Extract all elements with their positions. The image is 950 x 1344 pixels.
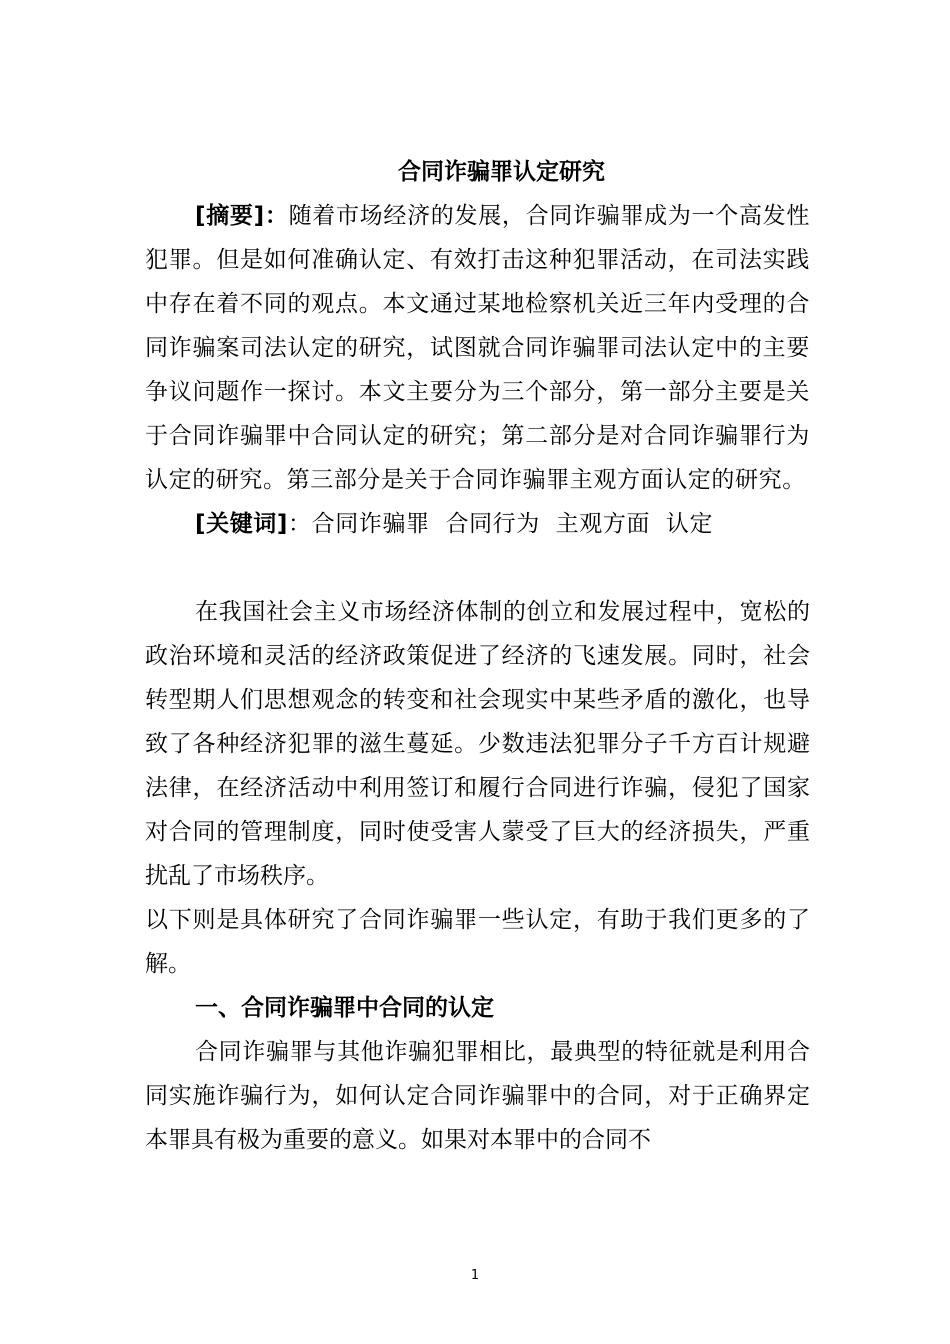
transition-paragraph: 以下则是具体研究了合同诈骗罪一些认定，有助于我们更多的了解。 — [145, 907, 810, 977]
document-title: 合同诈骗罪认定研究 — [398, 159, 605, 185]
abstract-text: 随着市场经济的发展，合同诈骗罪成为一个高发性犯罪。但是如何准确认定、有效打击这种犯罪活动，在司法实践中存在着不同的观点。本文通过某地检察机关近三年内受理的合同诈骗案司法认定的研究，试图就合同诈骗罪司法认定中的主要争议问题作一探讨。本文主要分为三个部分，第一部分主要是关于合同诈骗罪中合同认定的研究；第二部分是对合同诈骗罪行为认定的研究。第三部分是关于合同诈骗罪主观方面认定的研究。 — [145, 203, 810, 493]
blank-line — [145, 546, 810, 590]
keywords-label: [关键词] — [195, 511, 289, 537]
document-content — [145, 150, 810, 1162]
page-number: 1 — [470, 1268, 480, 1283]
keywords-paragraph — [145, 502, 810, 546]
abstract-label: [摘要] — [195, 203, 265, 229]
section-heading: 一、合同诈骗罪中合同的认定 — [195, 995, 494, 1021]
section-paragraph: 合同诈骗罪与其他诈骗犯罪相比，最典型的特征就是利用合同实施诈骗行为，如何认定合同诈骗罪中的合同，对于正确界定本罪具有极为重要的意义。如果对本罪中的合同不 — [145, 1039, 810, 1153]
keywords-separator: ： — [288, 511, 312, 537]
abstract-separator: ： — [264, 203, 289, 229]
abstract-paragraph — [145, 194, 810, 502]
intro-paragraph: 在我国社会主义市场经济体制的创立和发展过程中，宽松的政治环境和灵活的经济政策促进了经济的飞速发展。同时，社会转型期人们思想观念的转变和社会现实中某些矛盾的激化，也导致了各种经济犯罪的滋生蔓延。少数违法犯罪分子千方百计规避法律，在经济活动中利用签订和履行合同进行诈骗，侵犯了国家对合同的管理制度，同时使受害人蒙受了巨大的经济损失，严重扰乱了市场秩序。 — [145, 599, 810, 889]
keywords-text: 合同诈骗罪 合同行为 主观方面 认定 — [311, 511, 714, 537]
